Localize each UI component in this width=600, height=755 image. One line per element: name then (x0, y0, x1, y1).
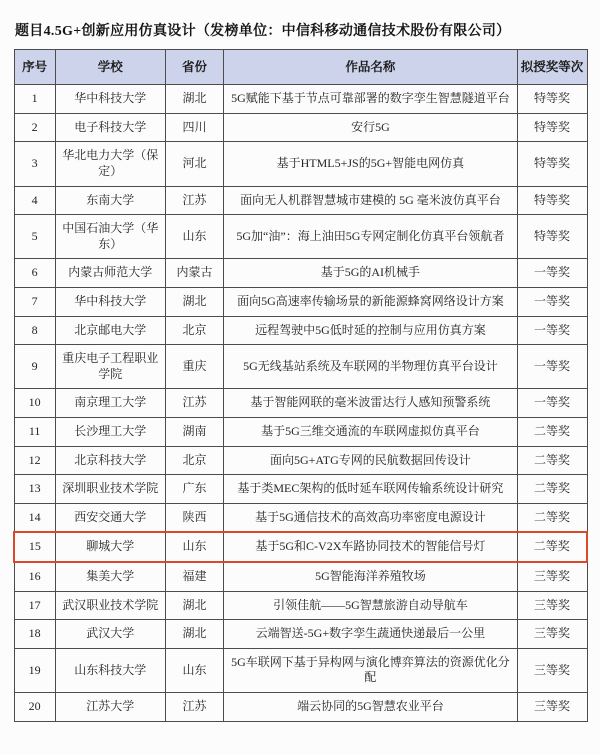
cell-province: 江苏 (165, 692, 223, 721)
cell-award: 一等奖 (517, 316, 587, 345)
cell-award: 三等奖 (517, 620, 587, 649)
cell-school: 武汉职业技术学院 (55, 591, 165, 620)
cell-school: 华北电力大学（保定） (55, 142, 165, 186)
cell-no: 11 (14, 417, 55, 446)
cell-province: 福建 (165, 562, 223, 591)
awards-table (13, 49, 588, 722)
table-row (14, 475, 587, 504)
cell-work: 安行5G (224, 113, 517, 142)
cell-award: 三等奖 (517, 692, 587, 721)
cell-no: 1 (14, 85, 55, 114)
cell-school: 华中科技大学 (55, 288, 165, 317)
header-work: 作品名称 (224, 50, 517, 85)
cell-award: 三等奖 (517, 562, 587, 591)
table-row-highlighted (14, 532, 587, 562)
cell-no: 13 (14, 475, 55, 504)
cell-province: 广东 (165, 475, 223, 504)
cell-school: 江苏大学 (55, 692, 165, 721)
cell-school: 山东科技大学 (55, 648, 165, 692)
cell-work: 面向5G+ATG专网的民航数据回传设计 (224, 446, 517, 475)
cell-no: 19 (14, 648, 55, 692)
cell-school: 南京理工大学 (55, 389, 165, 418)
table-row (14, 259, 587, 288)
cell-award: 特等奖 (517, 142, 587, 186)
cell-award: 三等奖 (517, 591, 587, 620)
table-body (14, 85, 587, 721)
cell-award: 二等奖 (517, 417, 587, 446)
cell-school: 集美大学 (55, 562, 165, 591)
cell-award: 特等奖 (517, 186, 587, 215)
cell-award: 特等奖 (517, 215, 587, 259)
cell-no: 7 (14, 288, 55, 317)
table-row (14, 288, 587, 317)
cell-work: 面向5G高速率传输场景的新能源蜂窝网络设计方案 (224, 288, 517, 317)
cell-school: 北京邮电大学 (55, 316, 165, 345)
table-row (14, 389, 587, 418)
cell-province: 湖北 (165, 85, 223, 114)
cell-award: 一等奖 (517, 288, 587, 317)
table-row (14, 417, 587, 446)
cell-no: 4 (14, 186, 55, 215)
table-row (14, 142, 587, 186)
cell-school: 长沙理工大学 (55, 417, 165, 446)
cell-work: 引领佳航——5G智慧旅游自动导航车 (224, 591, 517, 620)
cell-work: 基于5G三维交通流的车联网虚拟仿真平台 (224, 417, 517, 446)
cell-award: 特等奖 (517, 113, 587, 142)
cell-work: 端云协同的5G智慧农业平台 (224, 692, 517, 721)
cell-work: 基于5G通信技术的高效高功率密度电源设计 (224, 503, 517, 532)
header-award: 拟授奖等次 (517, 50, 587, 85)
cell-no: 14 (14, 503, 55, 532)
cell-work: 5G赋能下基于节点可靠部署的数字孪生智慧隧道平台 (224, 85, 517, 114)
cell-award: 二等奖 (517, 446, 587, 475)
cell-province: 江苏 (165, 389, 223, 418)
cell-no: 17 (14, 591, 55, 620)
cell-school: 重庆电子工程职业学院 (55, 345, 165, 389)
cell-work: 基于HTML5+JS的5G+智能电网仿真 (224, 142, 517, 186)
cell-school: 中国石油大学（华东） (55, 215, 165, 259)
table-row (14, 85, 587, 114)
cell-award: 一等奖 (517, 345, 587, 389)
cell-school: 深圳职业技术学院 (55, 475, 165, 504)
cell-school: 东南大学 (55, 186, 165, 215)
cell-work: 基于5G和C-V2X车路协同技术的智能信号灯 (224, 532, 517, 562)
cell-province: 四川 (165, 113, 223, 142)
cell-province: 湖北 (165, 288, 223, 317)
cell-school: 华中科技大学 (55, 85, 165, 114)
cell-work: 基于5G的AI机械手 (224, 259, 517, 288)
cell-no: 18 (14, 620, 55, 649)
table-row (14, 446, 587, 475)
cell-school: 北京科技大学 (55, 446, 165, 475)
cell-work: 5G车联网下基于异构网与演化博弈算法的资源优化分配 (224, 648, 517, 692)
table-row (14, 620, 587, 649)
cell-province: 内蒙古 (165, 259, 223, 288)
cell-school: 电子科技大学 (55, 113, 165, 142)
table-row (14, 345, 587, 389)
cell-no: 2 (14, 113, 55, 142)
cell-province: 陕西 (165, 503, 223, 532)
cell-province: 重庆 (165, 345, 223, 389)
header-province: 省份 (165, 50, 223, 85)
cell-award: 二等奖 (517, 532, 587, 562)
cell-province: 山东 (165, 532, 223, 562)
table-row (14, 215, 587, 259)
cell-no: 16 (14, 562, 55, 591)
cell-no: 10 (14, 389, 55, 418)
cell-province: 北京 (165, 316, 223, 345)
table-row (14, 186, 587, 215)
document-title: 题目4.5G+创新应用仿真设计（发榜单位：中信科移动通信技术股份有限公司） (15, 24, 511, 39)
cell-school: 聊城大学 (55, 532, 165, 562)
cell-work: 基于类MEC架构的低时延车联网传输系统设计研究 (224, 475, 517, 504)
table-row (14, 562, 587, 591)
cell-award: 二等奖 (517, 475, 587, 504)
table-row (14, 113, 587, 142)
cell-school: 内蒙古师范大学 (55, 259, 165, 288)
table-row (14, 503, 587, 532)
cell-work: 面向无人机群智慧城市建模的 5G 毫米波仿真平台 (224, 186, 517, 215)
cell-work: 5G智能海洋养殖牧场 (224, 562, 517, 591)
cell-award: 特等奖 (517, 85, 587, 114)
cell-work: 云端智送-5G+数字孪生蔬通快递最后一公里 (224, 620, 517, 649)
cell-no: 6 (14, 259, 55, 288)
cell-award: 一等奖 (517, 389, 587, 418)
cell-no: 9 (14, 345, 55, 389)
cell-award: 三等奖 (517, 648, 587, 692)
table-row (14, 692, 587, 721)
cell-no: 20 (14, 692, 55, 721)
cell-school: 西安交通大学 (55, 503, 165, 532)
cell-award: 一等奖 (517, 259, 587, 288)
cell-work: 5G加“油”：海上油田5G专网定制化仿真平台领航者 (224, 215, 517, 259)
cell-province: 湖北 (165, 591, 223, 620)
table-row (14, 648, 587, 692)
table-row (14, 591, 587, 620)
cell-province: 江苏 (165, 186, 223, 215)
cell-province: 山东 (165, 648, 223, 692)
table-header-row (14, 50, 587, 85)
cell-school: 武汉大学 (55, 620, 165, 649)
cell-work: 基于智能网联的毫米波雷达行人感知预警系统 (224, 389, 517, 418)
table-row (14, 316, 587, 345)
cell-no: 5 (14, 215, 55, 259)
cell-province: 河北 (165, 142, 223, 186)
cell-no: 8 (14, 316, 55, 345)
header-index: 序号 (14, 50, 55, 85)
cell-no: 3 (14, 142, 55, 186)
cell-province: 山东 (165, 215, 223, 259)
cell-no: 15 (14, 532, 55, 562)
header-school: 学校 (55, 50, 165, 85)
cell-province: 湖北 (165, 620, 223, 649)
cell-province: 湖南 (165, 417, 223, 446)
cell-award: 二等奖 (517, 503, 587, 532)
cell-province: 北京 (165, 446, 223, 475)
cell-work: 5G无线基站系统及车联网的半物理仿真平台设计 (224, 345, 517, 389)
cell-no: 12 (14, 446, 55, 475)
cell-work: 远程驾驶中5G低时延的控制与应用仿真方案 (224, 316, 517, 345)
